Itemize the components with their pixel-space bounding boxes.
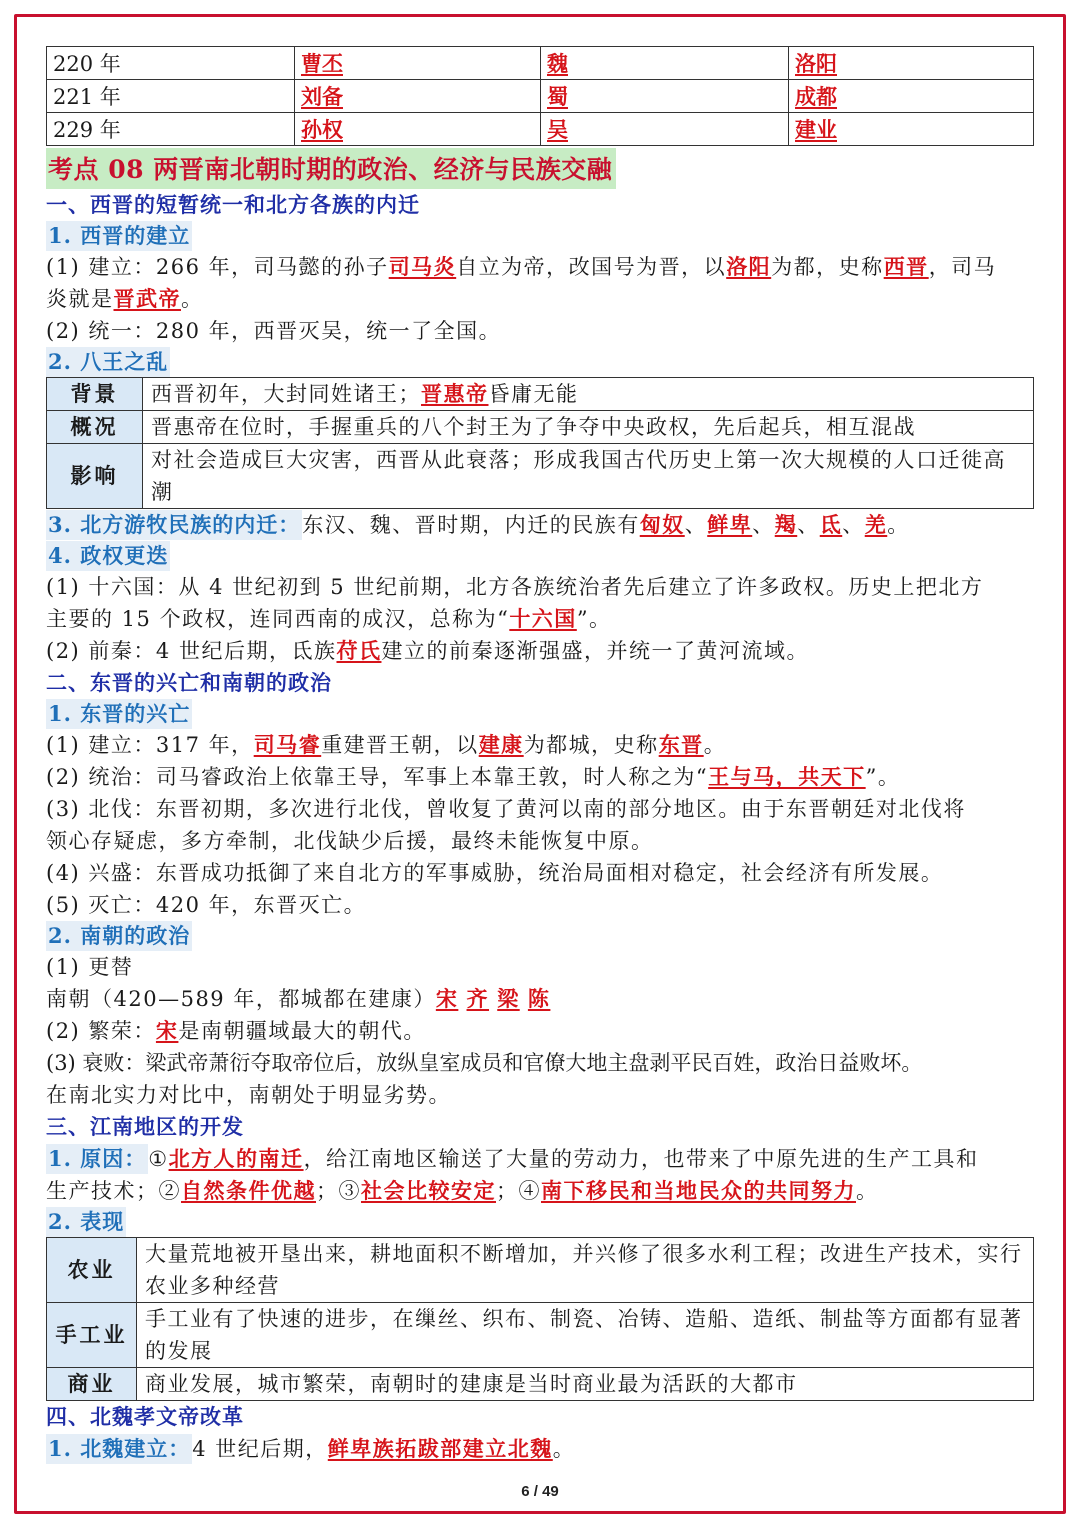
row-content: 晋惠帝在位时，手握重兵的八个封王为了争夺中央政权，先后起兵，相互混战 (143, 411, 1034, 444)
founder-cell: 曹丕 (301, 51, 343, 76)
key-term: 自然条件优越 (181, 1178, 316, 1203)
row-content: 大量荒地被开垦出来，耕地面积不断增加，并兴修了很多水利工程；改进生产技术，实行农业多种经营 (137, 1238, 1034, 1303)
text: ，司马 (928, 255, 997, 279)
text: (4) 兴盛：东晋成功抵御了来自北方的军事威胁，统治局面相对稳定，社会经济有所发展。 (46, 861, 944, 885)
section-title-2: 二、东晋的兴亡和南朝的政治 (46, 670, 332, 695)
row-header: 影响 (47, 444, 143, 509)
key-term: 氐 (819, 512, 843, 537)
year-cell: 221 年 (47, 80, 295, 113)
text: ”。 (865, 765, 901, 789)
year-cell: 220 年 (47, 47, 295, 80)
table-row (47, 80, 1034, 113)
text: 南朝（420—589 年，都城都在建康） (46, 987, 436, 1011)
row-header: 商业 (47, 1368, 137, 1401)
text: 炎就是 (46, 287, 114, 311)
table-row (47, 444, 1034, 509)
state-cell: 蜀 (547, 84, 568, 109)
key-term: 司马炎 (388, 254, 457, 279)
text: (1) 更替 (46, 955, 134, 979)
topic-heading: 考点 08 两晋南北朝时期的政治、经济与民族交融 (46, 148, 616, 189)
subsection-title: 1. 东晋的兴亡 (46, 699, 192, 729)
text: 东汉、魏、晋时期，内迁的民族有 (302, 513, 640, 537)
text: (3) 衰败：梁武帝萧衍夺取帝位后，放纵皇室成员和官僚大地主盘剥平民百姓，政治日益败坏。 (46, 1051, 923, 1075)
text: (2) 繁荣： (46, 1019, 156, 1043)
key-term: 南下移民和当地民众的共同努力 (541, 1178, 856, 1203)
key-term: 齐 (466, 986, 490, 1011)
text: 自立为帝，改国号为晋，以 (456, 255, 727, 279)
subsection-title: 3. 北方游牧民族的内迁： (46, 510, 302, 540)
key-term: 晋武帝 (113, 286, 181, 311)
table-row (47, 1238, 1034, 1303)
section-title-1: 一、西晋的短暂统一和北方各族的内迁 (46, 192, 420, 217)
key-term: 十六国 (509, 606, 577, 631)
row-content: 手工业有了快速的进步，在缫丝、织布、制瓷、冶铸、造船、造纸、制盐等方面都有显著的发展 (137, 1303, 1034, 1368)
subsection-title: 1. 西晋的建立 (46, 221, 192, 251)
text: (2) 前秦：4 世纪后期，氐族 (46, 639, 337, 663)
subsection-title: 1. 原因： (46, 1144, 148, 1174)
paragraph (46, 571, 1034, 667)
text: (1) 建立：317 年， (46, 733, 254, 757)
row-content: 商业发展，城市繁荣，南朝时的建康是当时商业最为活跃的大都市 (137, 1368, 1034, 1401)
key-term: 司马睿 (253, 732, 322, 757)
row-header: 背景 (47, 378, 143, 411)
key-term: 东晋 (658, 732, 704, 757)
text: 建立的前秦逐渐强盛，并统一了黄河流域。 (381, 639, 809, 663)
paragraph (46, 951, 1034, 1111)
text: (2) 统治：司马睿政治上依靠王导，军事上本靠王敦，时人称之为“ (46, 765, 709, 789)
jiangnan-table (46, 1237, 1034, 1401)
paragraph: 1. 北魏建立：4 世纪后期，鲜卑族拓跋部建立北魏。 (46, 1433, 1034, 1465)
text: ，给江南地区输送了大量的劳动力，也带来了中原先进的生产工具和 (303, 1147, 979, 1171)
text: (1) 建立：266 年，司马懿的孙子 (46, 255, 389, 279)
section-title-4: 四、北魏孝文帝改革 (46, 1404, 244, 1429)
key-term: 鲜卑 (707, 512, 753, 537)
text: 在南北实力对比中，南朝处于明显劣势。 (46, 1083, 451, 1107)
paragraph: 1. 原因：①北方人的南迁，给江南地区输送了大量的劳动力，也带来了中原先进的生产工具和 生产技术；②自然条件优越；③社会比较安定；④南下移民和当地民众的共同努力。 (46, 1146, 979, 1203)
text: 是南朝疆域最大的朝代。 (178, 1019, 426, 1043)
text: 重建晋王朝，以 (321, 733, 479, 757)
text: 为都，史称 (771, 255, 884, 279)
capital-cell: 洛阳 (795, 51, 837, 76)
key-term: 王与马，共天下 (708, 764, 866, 789)
key-term: 羌 (864, 512, 888, 537)
key-term: 宋 (435, 986, 459, 1011)
founder-cell: 刘备 (301, 84, 343, 109)
three-kingdoms-table (46, 46, 1034, 146)
capital-cell: 建业 (795, 117, 837, 142)
year-cell: 229 年 (47, 113, 295, 146)
key-term: 陈 (527, 986, 551, 1011)
key-term: 宋 (155, 1018, 179, 1043)
text: (2) 统一：280 年，西晋灭吴，统一了全国。 (46, 319, 502, 343)
table-row (47, 411, 1034, 444)
capital-cell: 成都 (795, 84, 837, 109)
paragraph (46, 729, 1034, 921)
subsection-title: 1. 北魏建立： (46, 1434, 192, 1464)
page-number: 6 / 49 (521, 1483, 559, 1500)
text: 主要的 15 个政权，连同西南的成汉，总称为“ (46, 607, 510, 631)
table-row (47, 1303, 1034, 1368)
key-term: 苻氏 (336, 638, 382, 663)
key-term: 社会比较安定 (361, 1178, 496, 1203)
paragraph: 3. 北方游牧民族的内迁：东汉、魏、晋时期，内迁的民族有匈奴、鲜卑、羯、氐、羌。 (46, 509, 1034, 541)
key-term: 洛阳 (726, 254, 772, 279)
state-cell: 吴 (547, 117, 568, 142)
row-header: 手工业 (47, 1303, 137, 1368)
text: ”。 (576, 607, 612, 631)
row-content: 对社会造成巨大灾害，西晋从此衰落；形成我国古代历史上第一次大规模的人口迁徙高潮 (143, 444, 1034, 509)
row-content: 西晋初年，大封同姓诸王；晋惠帝昏庸无能 (143, 378, 1034, 411)
eight-princes-table (46, 377, 1034, 509)
key-term: 匈奴 (639, 512, 685, 537)
key-term: 西晋 (883, 254, 929, 279)
table-row (47, 378, 1034, 411)
text: 为都城，史称 (523, 733, 659, 757)
table-row (47, 1368, 1034, 1401)
state-cell: 魏 (547, 51, 568, 76)
paragraph (46, 251, 1034, 347)
page-content (46, 46, 1034, 1465)
founder-cell: 孙权 (301, 117, 343, 142)
text: 领心存疑虑，多方牵制，北伐缺少后援，最终未能恢复中原。 (46, 829, 654, 853)
key-term: 鲜卑族拓跋部建立北魏 (327, 1436, 553, 1461)
key-term: 梁 (497, 986, 520, 1011)
subsection-title: 2. 表现 (46, 1207, 126, 1237)
key-term: 晋惠帝 (421, 381, 489, 406)
table-row (47, 47, 1034, 80)
row-header: 农业 (47, 1238, 137, 1303)
text: 。 (181, 287, 204, 311)
text: (1) 十六国：从 4 世纪初到 5 世纪前期，北方各族统治者先后建立了许多政权。历史上把北方 (46, 575, 984, 599)
key-term: 羯 (774, 512, 798, 537)
text: (3) 北伐：东晋初期，多次进行北伐，曾收复了黄河以南的部分地区。由于东晋朝廷对北伐将 (46, 797, 966, 821)
text: 。 (703, 733, 727, 757)
text: (5) 灭亡：420 年，东晋灭亡。 (46, 893, 367, 917)
key-term: 北方人的南迁 (168, 1146, 304, 1171)
text: 生产技术； (46, 1179, 159, 1203)
section-title-3: 三、江南地区的开发 (46, 1114, 244, 1139)
subsection-title: 2. 南朝的政治 (46, 921, 192, 951)
key-term: 建康 (478, 732, 524, 757)
table-row (47, 113, 1034, 146)
subsection-title: 2. 八王之乱 (46, 347, 170, 377)
subsection-title: 4. 政权更迭 (46, 541, 170, 571)
text: 4 世纪后期， (192, 1437, 328, 1461)
row-header: 概况 (47, 411, 143, 444)
